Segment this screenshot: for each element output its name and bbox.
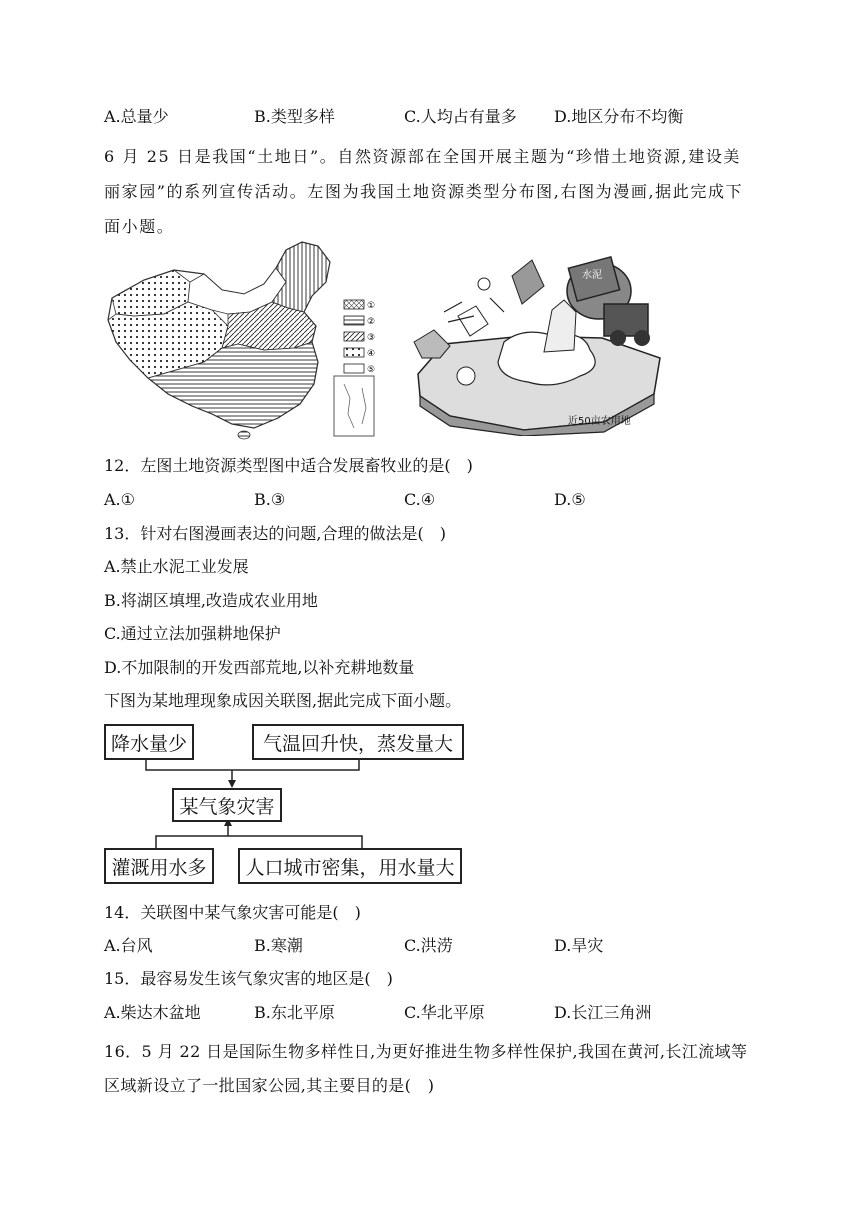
q11-option-d: D.地区分布不均衡: [554, 107, 684, 126]
q13-option-d: D.不加限制的开发西部荒地,以补充耕地数量: [104, 658, 415, 677]
cartoon-illustration: [404, 246, 676, 436]
intro-land-day: 6 月 25 日是我国“土地日”。自然资源部在全国开展主题为“珍惜土地资源,建设美丽家园”的系列宣传活动。左图为我国土地资源类型分布图,右图为漫画,据此完成下面小题。: [104, 147, 744, 236]
land-label: 近50亩农用地: [568, 416, 631, 427]
q11-option-a: A.总量少: [104, 107, 169, 126]
cause-box-urban-water: 人口城市密集，用水量大: [238, 848, 462, 884]
q15-option-c: C.华北平原: [404, 1003, 485, 1022]
cause-box-evaporation: 气温回升快，蒸发量大: [252, 724, 464, 760]
q14-option-d: D.旱灾: [554, 936, 604, 955]
q16-stem: 16．5 月 22 日是国际生物多样性日,为更好推进生物多样性保护,我国在黄河,长江流域等区域新设立了一批国家公园,其主要目的是( ): [104, 1042, 748, 1095]
cause-box-irrigation: 灌溉用水多: [104, 848, 214, 884]
center-box-disaster: 某气象灾害: [172, 788, 282, 822]
q11-option-b: B.类型多样: [254, 107, 335, 126]
legend-3: ③: [367, 333, 376, 343]
q13-stem: 13．针对右图漫画表达的问题,合理的做法是( ): [104, 524, 446, 543]
q12-option-c: C.④: [404, 490, 436, 509]
q13-option-a: A.禁止水泥工业发展: [104, 557, 249, 576]
q14-stem: 14．关联图中某气象灾害可能是( ): [104, 903, 361, 922]
q15-option-d: D.长江三角洲: [554, 1003, 652, 1022]
legend-5: ⑤: [367, 365, 376, 375]
land-resource-map: [104, 238, 380, 440]
q15-stem: 15．最容易发生该气象灾害的地区是( ): [104, 969, 393, 988]
q12-stem: 12．左图土地资源类型图中适合发展畜牧业的是( ): [104, 456, 473, 475]
q14-option-b: B.寒潮: [254, 936, 303, 955]
q12-option-d: D.⑤: [554, 490, 586, 509]
q11-option-c: C.人均占有量多: [404, 107, 517, 126]
q15-option-a: A.柴达木盆地: [104, 1003, 201, 1022]
cause-box-low-rainfall: 降水量少: [104, 724, 194, 760]
q14-option-a: A.台风: [104, 936, 153, 955]
q12-option-b: B.③: [254, 490, 286, 509]
q14-option-c: C.洪涝: [404, 936, 453, 955]
q15-option-b: B.东北平原: [254, 1003, 335, 1022]
diagram-intro: 下图为某地理现象成因关联图,据此完成下面小题。: [104, 691, 462, 710]
truck-label: 水泥: [582, 270, 602, 281]
q13-option-c: C.通过立法加强耕地保护: [104, 624, 281, 643]
q12-option-a: A.①: [104, 490, 135, 509]
legend-1: ①: [367, 301, 376, 311]
q13-option-b: B.将湖区填埋,改造成农业用地: [104, 591, 318, 610]
legend-4: ④: [367, 349, 376, 359]
legend-2: ②: [367, 317, 376, 327]
